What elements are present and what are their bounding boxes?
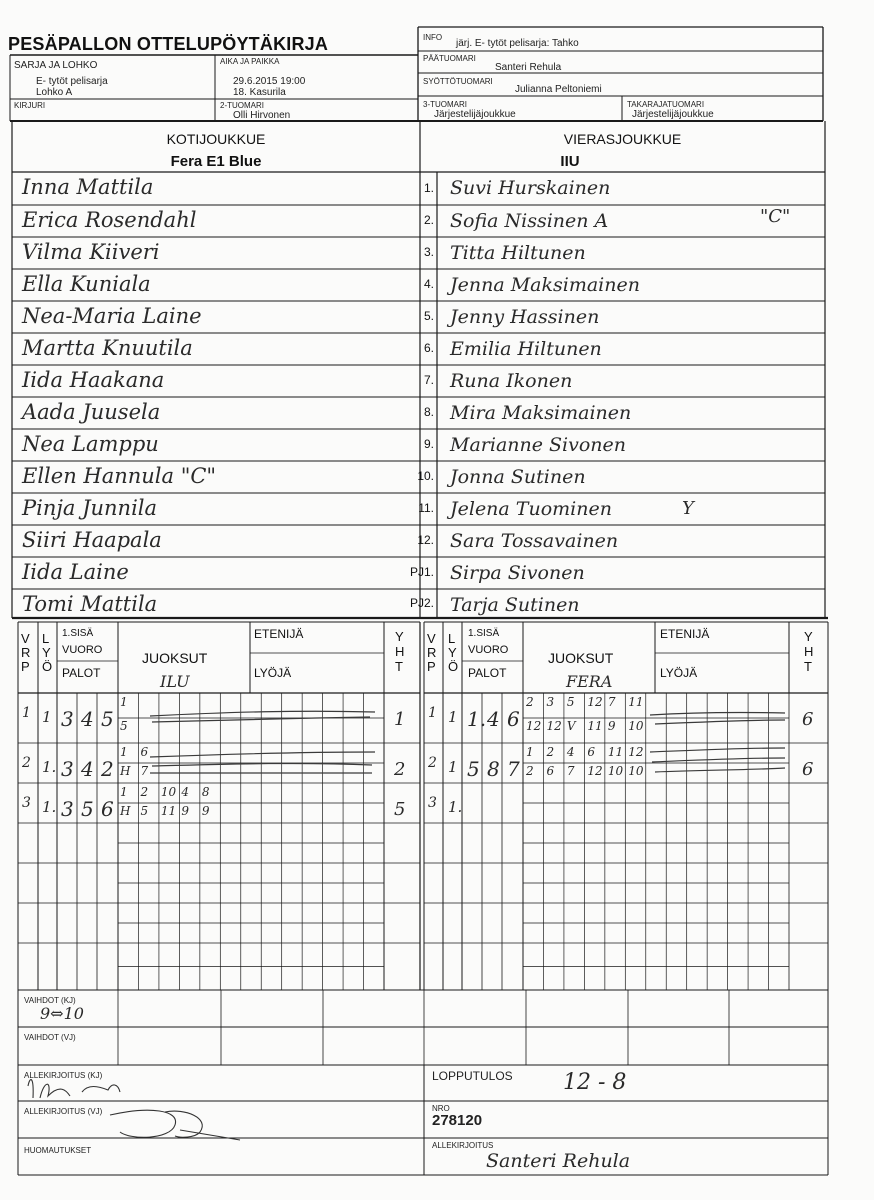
allekirjoitus-vj-label: ALLEKIRJOITUS (VJ) — [24, 1107, 103, 1116]
palot-value: 4 — [487, 707, 500, 731]
run-top-value: 4 — [181, 785, 190, 799]
inning-lyo: 1 — [448, 708, 458, 726]
lyo-y-header: Y — [448, 645, 457, 660]
palot-value: 6 — [507, 707, 520, 731]
away-player-name: Jenny Hassinen — [450, 306, 600, 328]
vrp-r-header: R — [21, 645, 31, 660]
run-top-value: 7 — [607, 695, 616, 709]
takarajatuomari-value: Järjestelijäjoukkue — [632, 109, 714, 120]
player-number: 1. — [423, 180, 434, 195]
run-bottom-value: 2 — [526, 764, 534, 778]
sarja-value: E- tytöt pelisarja — [36, 76, 108, 87]
lohko-value: Lohko A — [36, 87, 73, 98]
yht-h-header: H — [804, 644, 814, 659]
palot-value: 4 — [81, 757, 94, 781]
vaihdot-vj-label: VAIHDOT (VJ) — [24, 1033, 76, 1042]
yht-t-header: T — [804, 659, 812, 674]
run-top-value: 4 — [566, 745, 575, 759]
away-player-name: Sofia Nissinen A — [450, 210, 609, 232]
tuomari3-value: Järjestelijäjoukkue — [434, 109, 516, 120]
player-number: 12. — [417, 533, 434, 547]
palot-value: 8 — [487, 757, 500, 781]
palot-value: 4 — [81, 707, 94, 731]
run-bottom-value: 9 — [181, 804, 190, 818]
allekirjoitus-value: Santeri Rehula — [486, 1150, 631, 1172]
yht-h-header: H — [395, 644, 405, 659]
etenija-header: ETENIJÄ — [660, 627, 710, 641]
yht-y-header: Y — [395, 629, 404, 644]
run-top-value: 1 — [120, 745, 128, 759]
run-top-value: 8 — [201, 785, 210, 799]
inning-lyo: 1. — [448, 798, 463, 816]
paikka-value: 18. Kasurila — [233, 87, 286, 98]
run-bottom-value: 11 — [587, 719, 603, 733]
run-top-value: 11 — [628, 695, 644, 709]
vaihdot-kj-label: VAIHDOT (KJ) — [24, 996, 76, 1005]
away-team-label: VIERASJOUKKUE — [563, 131, 682, 147]
inning-total: 6 — [802, 709, 814, 730]
tuomari3-label: 3-TUOMARI — [423, 100, 467, 109]
home-player-name: Vilma Kiiveri — [22, 240, 160, 264]
home-player-name: Iida Haakana — [22, 368, 165, 392]
home-player-name: Nea-Maria Laine — [22, 304, 202, 328]
player-number: 2. — [423, 213, 434, 227]
run-top-value: 2 — [526, 695, 534, 709]
palot-value: 1. — [467, 707, 487, 731]
vaihdot-kj-value: 9⇔10 — [40, 1004, 84, 1023]
lyo-y-header: Y — [42, 645, 51, 660]
player-number: 3. — [423, 245, 434, 259]
inning-lyo: 1 — [448, 758, 458, 776]
player-number: 6. — [423, 341, 434, 355]
yht-t-header: T — [395, 659, 403, 674]
left-batting-team-written: ILU — [160, 672, 190, 691]
player-number: PJ1. — [409, 565, 434, 579]
away-player-name: Titta Hiltunen — [450, 242, 586, 264]
home-player-name: Ellen Hannula "C" — [22, 464, 217, 488]
sisa-header: 1.SISÄ — [468, 628, 500, 639]
home-player-name: Nea Lamppu — [22, 432, 159, 456]
tuomari2-value: Olli Hirvonen — [233, 110, 291, 121]
run-top-value: 2 — [546, 745, 555, 759]
away-player-name: Jenna Maksimainen — [450, 274, 640, 296]
run-top-value: 6 — [587, 745, 596, 759]
inning-total: 1 — [394, 709, 406, 730]
tuomari2-label: 2-TUOMARI — [220, 101, 264, 110]
syottotuomari-label: SYÖTTÖTUOMARI — [423, 77, 493, 86]
inning-lyo: 1. — [42, 798, 57, 816]
home-player-name: Martta Knuutila — [22, 336, 193, 360]
page-title: PESÄPALLON OTTELUPÖYTÄKIRJA — [8, 34, 329, 54]
player-number: 8. — [423, 405, 434, 419]
run-bottom-value: 11 — [160, 804, 177, 818]
run-bottom-value: H — [120, 804, 131, 818]
vuoro-header: VUORO — [62, 644, 103, 656]
lyoja-header: LYÖJÄ — [254, 666, 292, 680]
juoksut-header: JUOKSUT — [142, 650, 208, 666]
home-team-label: KOTIJOUKKUE — [166, 131, 266, 147]
inning-lyo: 1. — [42, 758, 57, 776]
juoksut-header: JUOKSUT — [548, 650, 614, 666]
lyo-o-header: Ö — [42, 659, 53, 674]
run-bottom-value: 10 — [628, 719, 644, 733]
run-bottom-value: 9 — [607, 719, 616, 733]
inning-vrp: 1 — [428, 705, 437, 721]
away-player-name: Emilia Hiltunen — [450, 338, 602, 360]
away-player-note: Y — [682, 498, 694, 519]
away-player-name: Sara Tossavainen — [450, 530, 619, 552]
paatuomari-label: PÄÄTUOMARI — [423, 54, 476, 63]
huomautukset-label: HUOMAUTUKSET — [24, 1146, 92, 1155]
lyo-l-header: L — [42, 631, 50, 646]
vrp-p-header: P — [21, 659, 30, 674]
run-bottom-value: 12 — [546, 719, 562, 733]
player-number: 5. — [423, 309, 434, 323]
inning-vrp: 1 — [22, 705, 31, 721]
syottotuomari-value: Julianna Peltoniemi — [515, 84, 602, 95]
run-bottom-value: 12 — [587, 764, 603, 778]
player-number: 9. — [423, 437, 434, 451]
run-bottom-value: V — [566, 719, 576, 733]
away-player-name: Tarja Sutinen — [450, 594, 580, 616]
lopputulos-value: 12 - 8 — [563, 1070, 627, 1095]
away-player-name: Sirpa Sivonen — [450, 562, 585, 584]
vrp-v-header: V — [21, 631, 30, 646]
away-player-name: Jonna Sutinen — [450, 466, 586, 488]
palot-header: PALOT — [468, 666, 507, 680]
inning-total: 2 — [394, 759, 406, 780]
inning-lyo: 1 — [42, 708, 52, 726]
paatuomari-value: Santeri Rehula — [495, 62, 562, 73]
inning-total: 5 — [394, 799, 406, 820]
home-player-name: Inna Mattila — [22, 175, 154, 199]
run-top-value: 6 — [140, 745, 149, 759]
vuoro-header: VUORO — [468, 644, 509, 656]
home-team-name: Fera E1 Blue — [170, 153, 262, 170]
run-top-value: 12 — [587, 695, 603, 709]
palot-value: 2 — [101, 757, 114, 781]
run-bottom-value: 7 — [140, 764, 149, 778]
run-top-value: 1 — [526, 745, 534, 759]
sisa-header: 1.SISÄ — [62, 628, 94, 639]
lyoja-header: LYÖJÄ — [660, 666, 698, 680]
nro-label: NRO — [432, 1104, 450, 1113]
away-player-name: Jelena Tuominen — [450, 498, 612, 520]
info-label: INFO — [423, 33, 443, 42]
run-top-value: 1 — [120, 785, 128, 799]
run-top-value: 2 — [140, 785, 149, 799]
player-number: 7. — [423, 373, 434, 387]
away-player-name: Marianne Sivonen — [450, 434, 627, 456]
nro-value: 278120 — [432, 1112, 483, 1129]
right-batting-team-written: FERA — [566, 672, 613, 691]
vrp-v-header: V — [427, 631, 436, 646]
player-number: 11. — [418, 501, 434, 515]
run-top-value: 11 — [607, 745, 624, 759]
run-top-value: 5 — [566, 695, 575, 709]
home-player-name: Ella Kuniala — [22, 272, 151, 296]
inning-total: 6 — [802, 759, 814, 780]
away-player-note: "C" — [760, 206, 791, 227]
run-top-value: 10 — [160, 785, 177, 799]
run-bottom-value: 12 — [526, 719, 542, 733]
allekirjoitus-kj-label: ALLEKIRJOITUS (KJ) — [24, 1071, 103, 1080]
info-value: järj. E- tytöt pelisarja: Tahko — [456, 38, 579, 49]
lyo-l-header: L — [448, 631, 456, 646]
away-player-name: Runa Ikonen — [450, 370, 573, 392]
palot-value: 5 — [101, 707, 114, 731]
palot-value: 3 — [61, 757, 74, 781]
run-bottom-value: 10 — [607, 764, 624, 778]
aika-label: AIKA JA PAIKKA — [220, 57, 280, 66]
lyo-o-header: Ö — [448, 659, 459, 674]
lopputulos-label: LOPPUTULOS — [432, 1069, 513, 1083]
yht-y-header: Y — [804, 629, 813, 644]
run-top-value: 1 — [120, 695, 128, 709]
home-player-name: Siiri Haapala — [22, 528, 162, 552]
palot-value: 5 — [467, 757, 480, 781]
run-bottom-value: H — [120, 764, 131, 778]
sarja-label: SARJA JA LOHKO — [14, 60, 98, 71]
player-number: PJ2. — [409, 595, 434, 610]
player-number: 10. — [417, 469, 434, 483]
run-bottom-value: 10 — [628, 764, 644, 778]
allekirjoitus-label: ALLEKIRJOITUS — [432, 1141, 494, 1150]
inning-vrp: 2 — [428, 755, 437, 771]
palot-header: PALOT — [62, 666, 101, 680]
away-player-name: Mira Maksimainen — [450, 402, 632, 424]
run-bottom-value: 5 — [120, 719, 128, 733]
inning-vrp: 3 — [428, 795, 437, 811]
vrp-r-header: R — [427, 645, 437, 660]
player-number: 4. — [423, 277, 434, 291]
run-bottom-value: 9 — [201, 804, 210, 818]
run-bottom-value: 5 — [140, 804, 149, 818]
inning-vrp: 3 — [22, 795, 31, 811]
run-top-value: 12 — [628, 745, 644, 759]
home-player-name: Iida Laine — [22, 560, 129, 584]
takarajatuomari-label: TAKARAJATUOMARI — [627, 100, 705, 109]
inning-vrp: 2 — [22, 755, 31, 771]
palot-value: 3 — [61, 797, 74, 821]
away-player-name: Suvi Hurskainen — [450, 177, 611, 199]
vrp-p-header: P — [427, 659, 436, 674]
run-bottom-value: 6 — [546, 764, 555, 778]
run-bottom-value: 7 — [566, 764, 575, 778]
home-player-name: Tomi Mattila — [22, 592, 158, 616]
away-team-name: IIU — [560, 153, 580, 170]
palot-value: 7 — [507, 757, 520, 781]
etenija-header: ETENIJÄ — [254, 627, 304, 641]
palot-value: 5 — [81, 797, 94, 821]
home-player-name: Erica Rosendahl — [22, 208, 197, 232]
run-top-value: 3 — [546, 695, 555, 709]
palot-value: 6 — [101, 797, 114, 821]
palot-value: 3 — [61, 707, 74, 731]
kirjuri-label: KIRJURI — [14, 101, 46, 110]
aika-value: 29.6.2015 19:00 — [233, 76, 306, 87]
home-player-name: Pinja Junnila — [22, 496, 158, 520]
home-player-name: Aada Juusela — [22, 400, 161, 424]
